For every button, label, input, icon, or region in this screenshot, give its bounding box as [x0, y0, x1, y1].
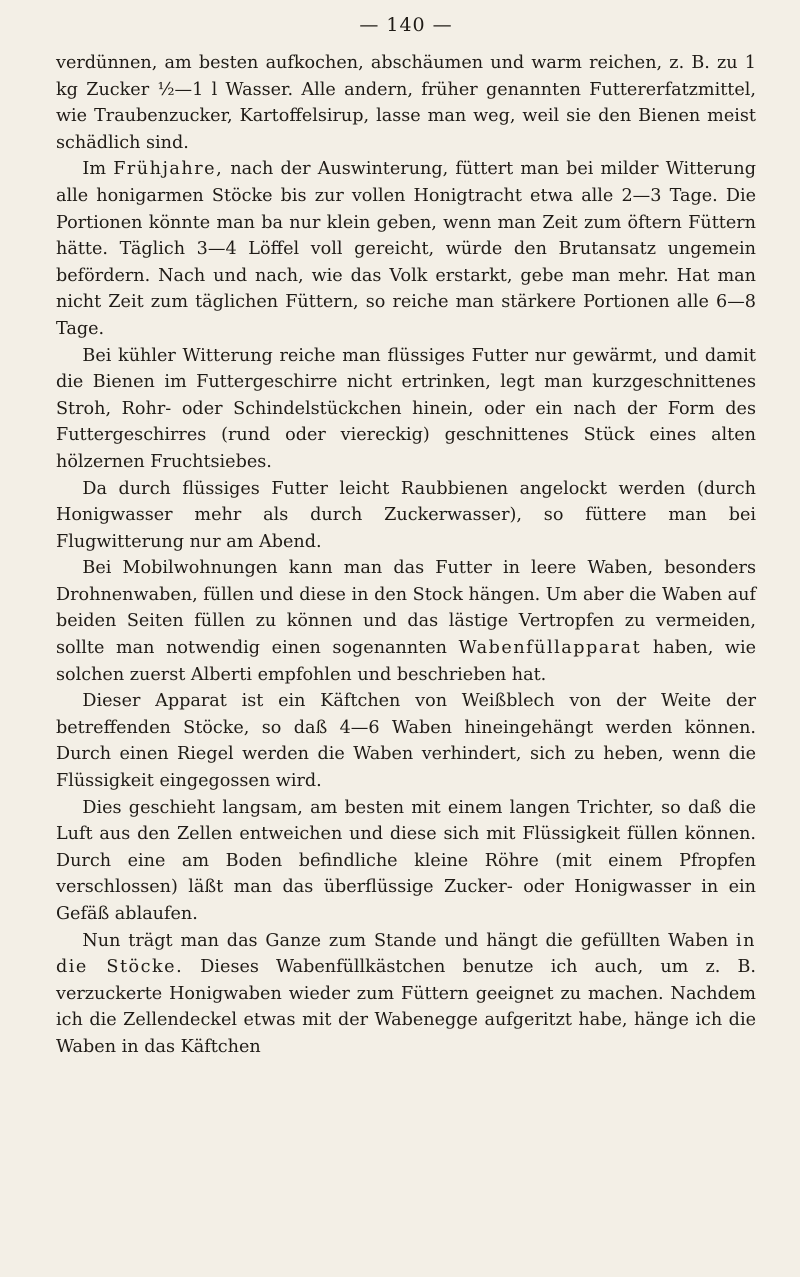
paragraph-3-text: Bei kühler Witterung reiche man flüssiges Futter nur gewärmt, und damit die Bienen im Futtergeschirre nicht ertrinken, legt man kurzgeschnittenes Stroh, Rohr- oder Schindelstückchen hinein, oder ein nach der Form des Futtergeschirres (rund oder viereckig) geschnittenes Stück eines alten hölzernen Fruchtsiebes.	[56, 345, 756, 472]
paragraph-2-text: nach der Auswinterung, füttert man bei milder Witterung alle honigarmen Stöcke bis zur vollen Honigtracht etwa alle 2—3 Tage. Die Portionen könnte man ba nur klein geben, wenn man Zeit zum öftern Füttern hätte. Täglich 3—4 Löffel voll gereicht, würde den Brutansatz ungemein befördern. Nach und nach, wie das Volk erstarkt, gebe man mehr. Hat man nicht Zeit zum täglichen Füttern, so reiche man stärkere Portionen alle 6—8 Tage.	[56, 159, 756, 339]
paragraph-7-text: Dies geschieht langsam, am besten mit einem langen Trichter, so daß die Luft aus den Zellen entweichen und diese sich mit Flüssigkeit füllen können. Durch eine am Boden befindliche kleine Röhre (mit einem Pfropfen verschlossen) läßt man das überflüssige Zucker- oder Honigwasser in ein Gefäß ablaufen.	[56, 797, 756, 924]
paragraph-4-text: Da durch flüssiges Futter leicht Raubbienen angelockt werden (durch Honigwasser mehr als durch Zuckerwasser), so füttere man bei Flugwitterung nur am Abend.	[56, 478, 756, 552]
paragraph-8-text: Dieses Wabenfüllkästchen benutze ich auch, um z. B. verzuckerte Honigwaben wieder zum Füttern geeignet zu machen. Nachdem ich die Zellendeckel etwas mit der Wabenegge aufgeritzt habe, hänge ich die Waben in das Käftchen	[56, 957, 756, 1057]
paragraph-3	[56, 343, 756, 476]
paragraph-5-lead: Bei Mobilwohnungen kann man das Futter in leere Waben, besonders Drohnenwaben, füllen und diese in den Stock hängen. Um aber die Waben auf beiden Seiten füllen zu können und das lästige Vertropfen zu vermeiden, sollte man notwendig einen sogenannten	[56, 558, 756, 659]
paragraph-2-lead: Im	[82, 159, 107, 180]
paragraph-8-emphasis: in die Stöcke.	[56, 930, 757, 978]
paragraph-5	[56, 555, 756, 688]
paragraph-4	[56, 476, 756, 556]
paragraph-8	[56, 928, 756, 1061]
paragraph-5-text: haben, wie solchen zuerst Alberti empfohlen und beschrieben hat.	[56, 638, 757, 685]
body-text	[56, 50, 756, 1061]
page-number: — 140 —	[359, 14, 453, 36]
paragraph-8-lead: Nun trägt man das Ganze zum Stande und hängt die gefüllten Waben	[82, 930, 729, 951]
paragraph-6-text: Dieser Apparat ist ein Käftchen von Weißblech von der Weite der betreffenden Stöcke, so daß 4—6 Waben hineingehängt werden können. Durch einen Riegel werden die Waben verhindert, sich zu heben, wenn die Flüssigkeit eingegossen wird.	[56, 691, 756, 792]
paragraph-5-emphasis: Wabenfüllapparat	[458, 638, 642, 659]
paragraph-6	[56, 688, 756, 794]
paragraph-2	[56, 156, 756, 342]
paragraph-7	[56, 795, 756, 928]
paragraph-1	[56, 50, 756, 156]
paragraph-2-emphasis: Frühjahre,	[113, 159, 224, 180]
paragraph-1-text: verdünnen, am besten aufkochen, abschäumen und warm reichen, z. B. zu 1 kg Zucker ½—1 l Wasser. Alle andern, früher genannten Futtererfatzmittel, wie Traubenzucker, Kartoffelsirup, lasse man weg, weil sie den Bienen meist schädlich sind.	[56, 53, 756, 153]
